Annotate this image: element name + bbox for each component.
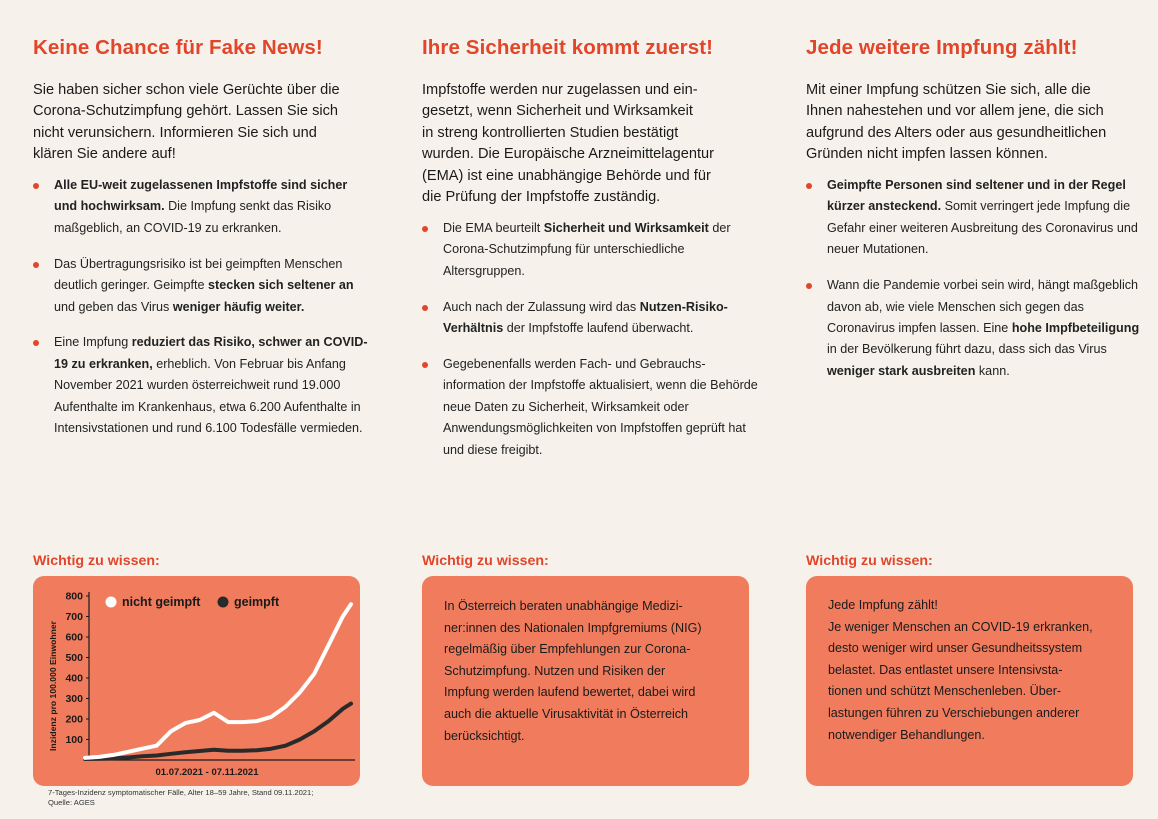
bullet-text: Eine Impfung [54,335,132,350]
wichtig-heading: Wichtig zu wissen: [422,553,549,569]
column-title: Jede weitere Impfung zählt! [806,36,1078,59]
bullet-item [422,218,762,282]
bullet-text: in der Bevölkerung führt dazu, dass sich das Virus [827,342,1107,357]
legend-label: geimpft [234,595,280,609]
bullet-item [33,175,373,239]
bullet-text: Auch nach der Zulassung wird das [443,299,640,314]
bullet-bold-text: stecken sich seltener an [208,278,354,293]
legend-marker [218,597,229,608]
y-tick-label: 400 [65,672,83,685]
bullet-bold-text: reduziert das Risiko, schwer an COVID-19 zu erkranken, [54,335,368,371]
intro-text: Impfstoffe werden nur zugelassen und ein- gesetzt, wenn Sicherheit und Wirksamkeit in streng kontrollierten Studien bestätigt wurden. Die Europäische Arzneimittelagentur (EMA) ist eine unabhängige Behörde und für die Prüfung der Impfstoffe zuständig. [422,82,715,206]
y-tick-label: 200 [65,713,83,726]
intro-text: Sie haben sicher schon viele Gerüchte über die Corona-Schutzimpfung gehört. Lassen Sie sich nicht verunsichern. Informieren Sie sich und klären Sie andere auf! [33,82,340,163]
info-box-text: Jede Impfung zählt! Je weniger Menschen an COVID-19 erkranken, desto weniger wird unser Gesundheitssystem belastet. Das entlastet unsere Intensivsta- tionen und schützt Menschenleben. Über- lastungen führen zu Verschiebungen anderer notwendiger Behandlungen. [828,598,1093,742]
y-tick-label: 800 [65,590,83,603]
bullet-text: Wann die Pandemie vorbei sein wird, hängt maßgeblich davon ab, wie viele Menschen sich gegen das Coronavirus impfen lassen. Eine [827,278,1139,335]
bullet-text: kann. [975,363,1010,378]
x-axis-label: 01.07.2021 - 07.11.2021 [155,767,259,778]
bullet-text: der Corona-Schutzimpfung für unterschiedliche Altersgruppen. [443,221,731,278]
bullet-text: Gegebenenfalls werden Fach- und Gebrauchsinformation der Impfstoffe aktualisiert, wenn die Behörde neue Daten zu Sicherheit, Wirksamkeit oder Anwendungsmöglichkeiten von Impfstoffen geprüft hat und diese freigibt. [443,357,758,457]
info-box-text: In Österreich beraten unabhängige Medizi- ner:innen des Nationalen Impfgremiums (NIG) regelmäßig über Empfehlungen zur Corona- Schutzimpfung. Nutzen und Risiken der Impfung werden laufend bewertet, dabei wird auch die aktuelle Virusaktivität in Österreich berücksichtigt. [444,599,702,743]
bullet-text: der Impfstoffe laufend überwacht. [503,321,694,336]
bullet-bold-text: Nutzen-Risiko-Verhältnis [443,299,728,336]
column-title: Keine Chance für Fake News! [33,36,323,59]
bullet-list [33,175,373,454]
legend-label: nicht geimpft [122,595,201,609]
bullet-bold-text: Alle EU-weit zugelassenen Impfstoffe sind sicher und hochwirksam. [54,178,348,214]
column-title: Ihre Sicherheit kommt zuerst! [422,36,714,59]
y-axis-label: Inzidenz pro 100.000 Einwohner [48,621,58,751]
intro-text: Mit einer Impfung schützen Sie sich, alle die Ihnen nahestehen und vor allem jene, die sich aufgrund des Alters oder aus gesundheitlichen Gründen nicht impfen lassen können. [806,82,1107,163]
bullet-text: Das Übertragungsrisiko ist bei geimpften Menschen deutlich geringer. Geimpfte [54,256,343,293]
info-box [806,576,1133,786]
bullet-text: Die EMA beurteilt [443,221,544,235]
bullet-list [806,175,1146,397]
wichtig-heading: Wichtig zu wissen: [33,553,160,569]
bullet-text: Somit verringert jede Impfung die Gefahr einer weiteren Ausbreitung des Coronavirus und neuer Mutationen. [827,199,1138,257]
y-tick-label: 600 [65,631,83,644]
bullet-bold-text: weniger häufig weiter. [172,299,305,314]
bullet-item [806,275,1146,382]
chart-footnote: 7-Tages-Inzidenz symptomatischer Fälle, Alter 18–59 Jahre, Stand 09.11.2021; Quelle: AGES [48,788,314,807]
bullet-list [422,218,762,476]
legend-marker [106,597,117,608]
bullet-bold-text: Sicherheit und Wirksamkeit [543,221,709,235]
chart-svg [33,576,360,786]
bullet-item [33,332,373,439]
bullet-item [806,175,1146,261]
bullet-item [422,297,762,340]
incidence-chart [33,576,360,786]
bullet-bold-text: hohe Impfbeteiligung [1011,320,1140,335]
bullet-bold-text: Geimpfte Personen sind seltener und in der Regel kürzer ansteckend. [827,178,1126,214]
info-box [422,576,749,786]
y-tick-label: 700 [65,611,83,623]
bullet-item [33,254,373,318]
bullet-item [422,354,762,461]
y-tick-label: 100 [65,734,83,746]
bullet-text: Die Impfung senkt das Risiko maßgeblich, an COVID-19 zu erkranken. [54,199,332,235]
bullet-text: und geben das Virus [54,299,173,314]
y-tick-label: 500 [65,652,83,664]
bullet-bold-text: weniger stark ausbreiten [827,363,976,378]
bullet-text: erheblich. Von Februar bis Anfang November 2021 wurden österreichweit rund 19.000 Aufenthalte im Krankenhaus, etwa 6.200 Aufenthalte in Intensivstationen und rund 6.100 Todesfälle vermieden. [54,356,363,436]
wichtig-heading: Wichtig zu wissen: [806,553,933,569]
y-tick-label: 300 [65,693,83,705]
